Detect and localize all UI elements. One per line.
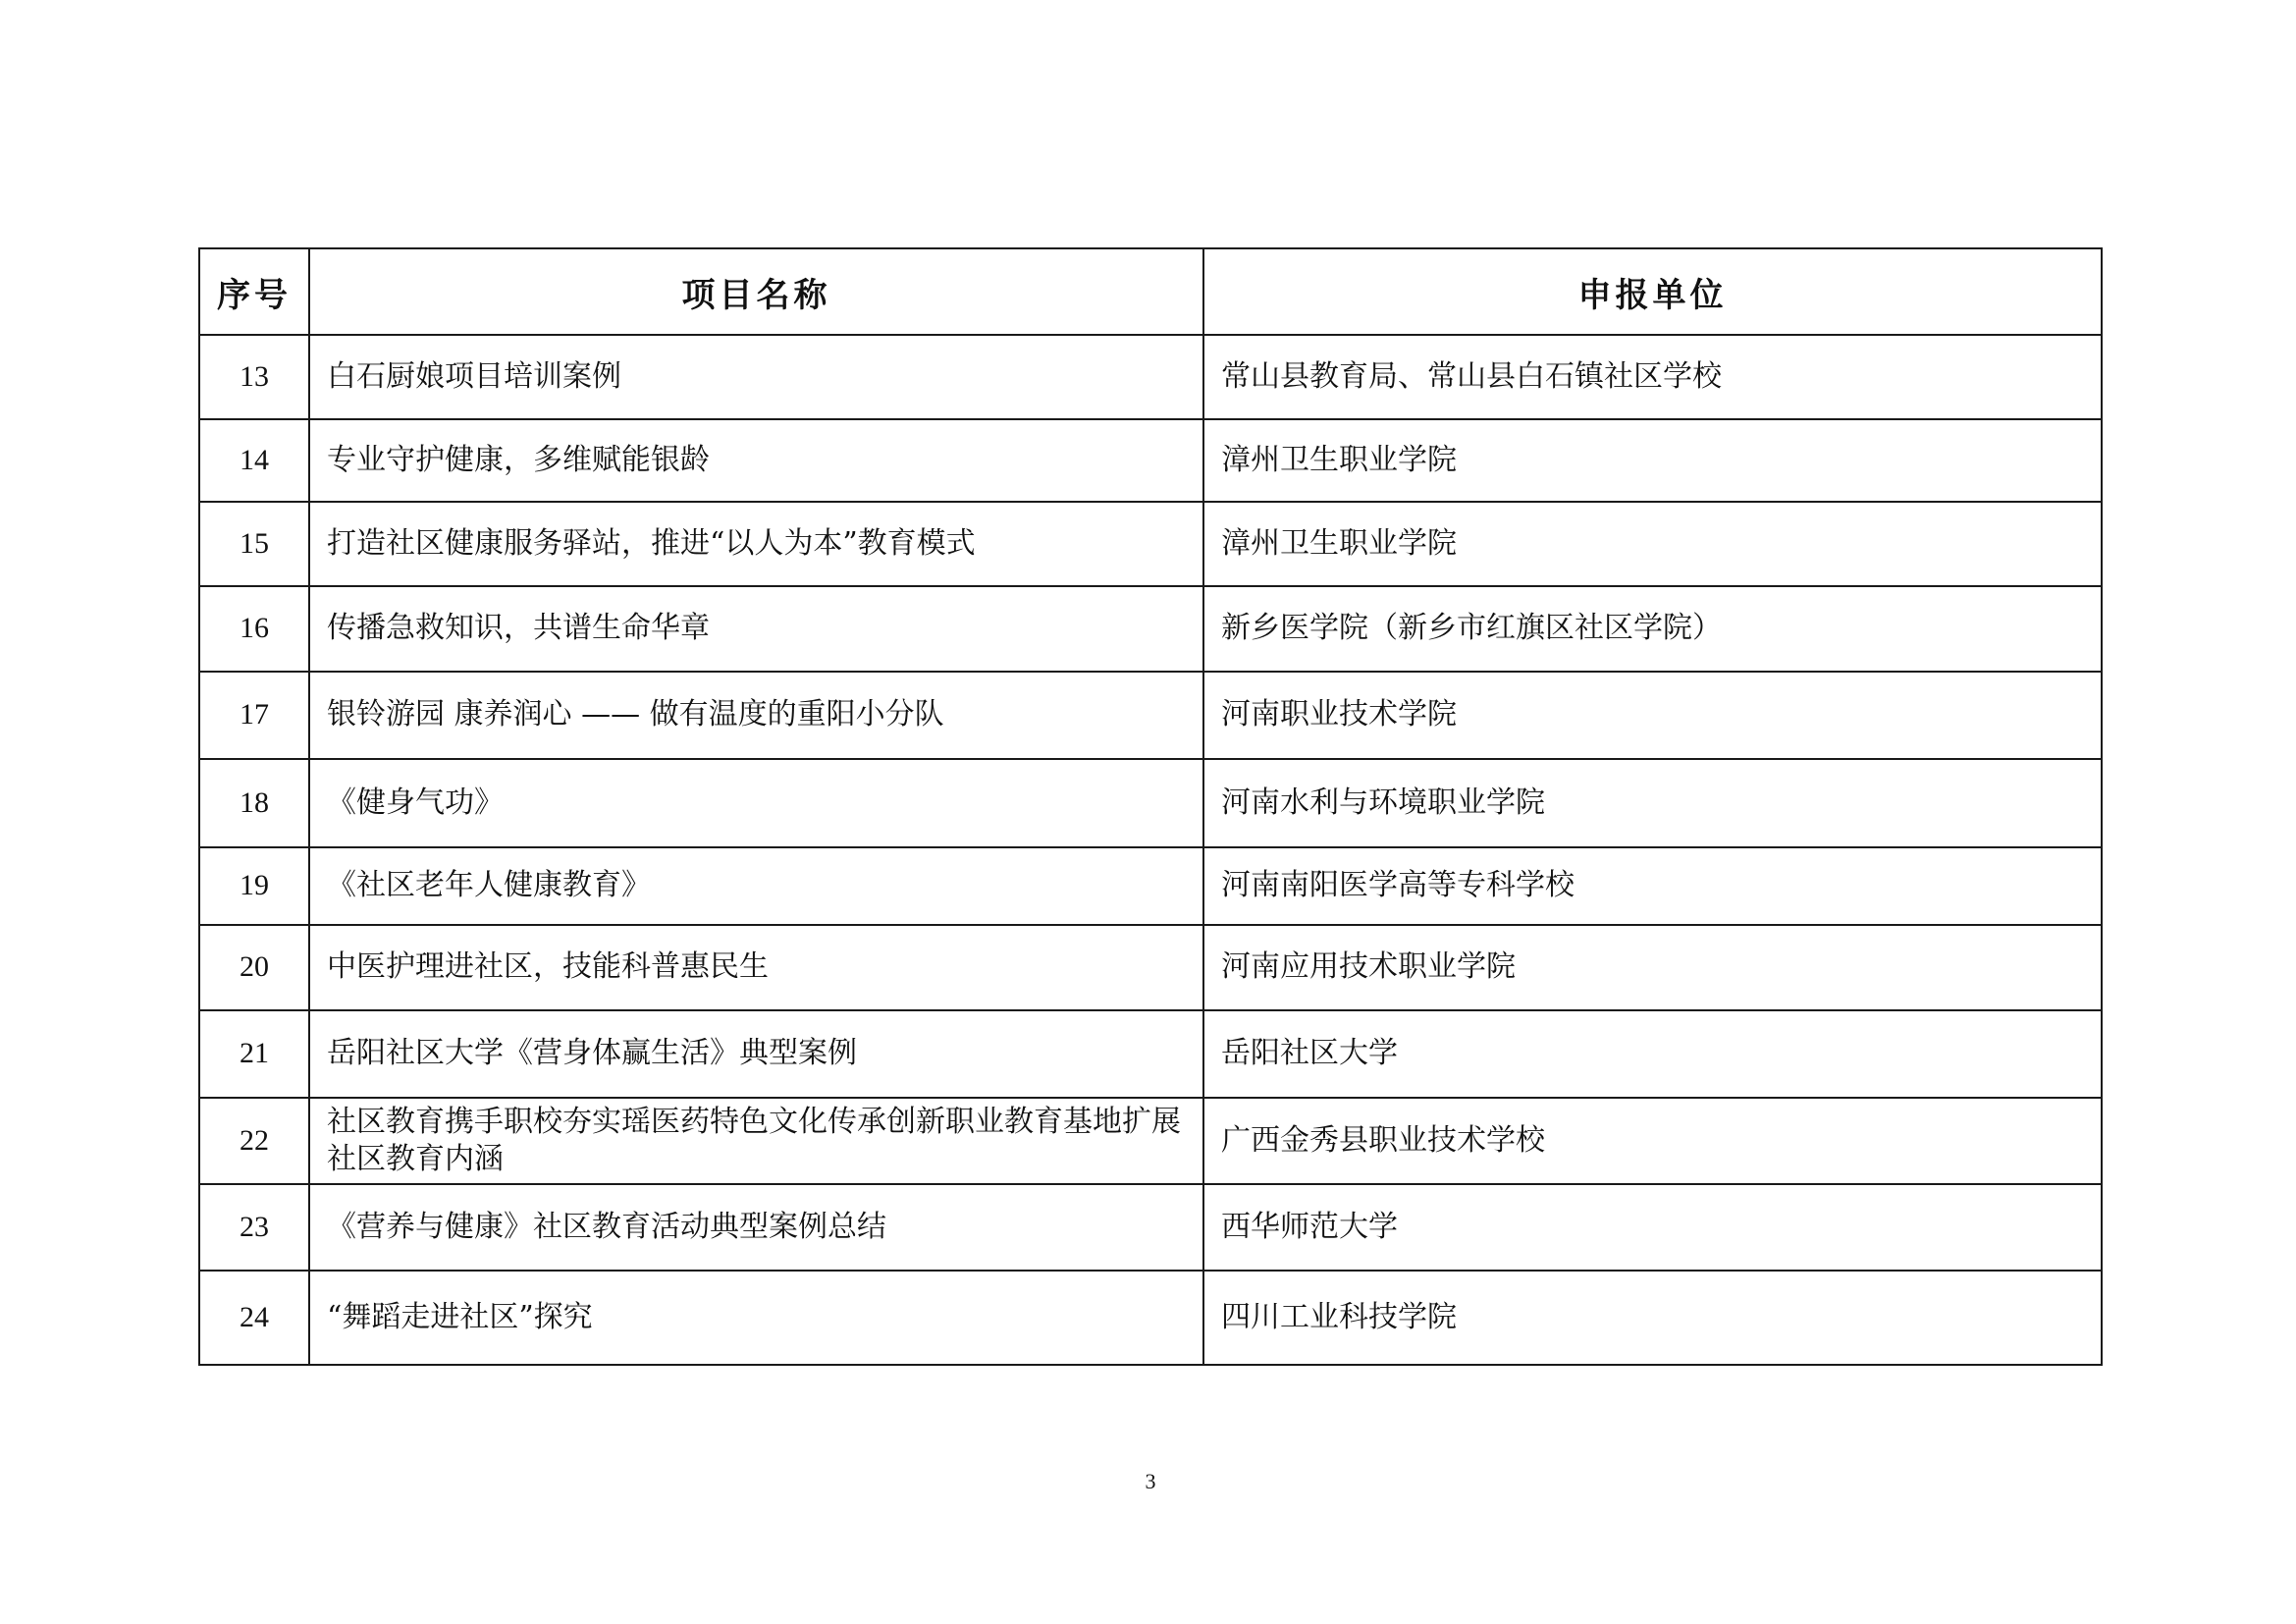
row-project-name: 中医护理进社区，技能科普惠民生 <box>309 925 1203 1010</box>
row-serial-number: 13 <box>199 335 309 419</box>
row-project-name: 打造社区健康服务驿站，推进“以人为本”教育模式 <box>309 502 1203 586</box>
project-table <box>198 247 2103 1366</box>
row-applicant-unit: 河南南阳医学高等专科学校 <box>1203 847 2102 925</box>
header-row <box>199 248 2102 335</box>
row-serial-number: 17 <box>199 672 309 759</box>
table-row <box>199 502 2102 586</box>
table-row <box>199 1098 2102 1184</box>
table-row <box>199 672 2102 759</box>
row-applicant-unit: 四川工业科技学院 <box>1203 1271 2102 1365</box>
row-applicant-unit: 岳阳社区大学 <box>1203 1010 2102 1098</box>
header-serial-number: 序号 <box>199 248 309 335</box>
row-project-name: 社区教育携手职校夯实瑶医药特色文化传承创新职业教育基地扩展社区教育内涵 <box>309 1098 1203 1184</box>
row-serial-number: 15 <box>199 502 309 586</box>
row-project-name: 银铃游园 康养润心 —— 做有温度的重阳小分队 <box>309 672 1203 759</box>
row-serial-number: 18 <box>199 759 309 847</box>
table-row <box>199 1010 2102 1098</box>
row-project-name: 岳阳社区大学《营身体赢生活》典型案例 <box>309 1010 1203 1098</box>
header-project-name: 项目名称 <box>309 248 1203 335</box>
row-serial-number: 14 <box>199 419 309 502</box>
table-header <box>199 248 2102 335</box>
row-applicant-unit: 广西金秀县职业技术学校 <box>1203 1098 2102 1184</box>
row-project-name: 传播急救知识，共谱生命华章 <box>309 586 1203 672</box>
row-project-name: 《社区老年人健康教育》 <box>309 847 1203 925</box>
row-applicant-unit: 河南水利与环境职业学院 <box>1203 759 2102 847</box>
row-serial-number: 23 <box>199 1184 309 1271</box>
row-applicant-unit: 河南应用技术职业学院 <box>1203 925 2102 1010</box>
row-serial-number: 21 <box>199 1010 309 1098</box>
row-applicant-unit: 常山县教育局、常山县白石镇社区学校 <box>1203 335 2102 419</box>
row-applicant-unit: 新乡医学院（新乡市红旗区社区学院） <box>1203 586 2102 672</box>
row-serial-number: 22 <box>199 1098 309 1184</box>
row-project-name: 专业守护健康，多维赋能银龄 <box>309 419 1203 502</box>
row-project-name: “舞蹈走进社区”探究 <box>309 1271 1203 1365</box>
row-applicant-unit: 西华师范大学 <box>1203 1184 2102 1271</box>
table-row <box>199 419 2102 502</box>
row-serial-number: 24 <box>199 1271 309 1365</box>
table-row <box>199 847 2102 925</box>
table-row <box>199 759 2102 847</box>
table-row <box>199 335 2102 419</box>
row-applicant-unit: 漳州卫生职业学院 <box>1203 502 2102 586</box>
header-applicant-unit: 申报单位 <box>1203 248 2102 335</box>
row-serial-number: 16 <box>199 586 309 672</box>
page-number: 3 <box>1145 1469 1156 1493</box>
row-project-name: 白石厨娘项目培训案例 <box>309 335 1203 419</box>
row-applicant-unit: 漳州卫生职业学院 <box>1203 419 2102 502</box>
table-row <box>199 1271 2102 1365</box>
table-body <box>199 335 2102 1365</box>
row-serial-number: 20 <box>199 925 309 1010</box>
row-serial-number: 19 <box>199 847 309 925</box>
row-project-name: 《营养与健康》社区教育活动典型案例总结 <box>309 1184 1203 1271</box>
table-row <box>199 925 2102 1010</box>
table-row <box>199 586 2102 672</box>
table-row <box>199 1184 2102 1271</box>
row-applicant-unit: 河南职业技术学院 <box>1203 672 2102 759</box>
row-project-name: 《健身气功》 <box>309 759 1203 847</box>
